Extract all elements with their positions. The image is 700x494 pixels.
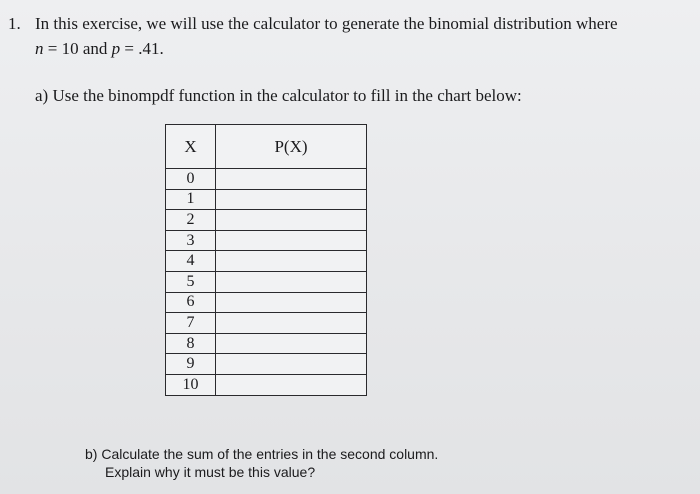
table-row [166, 230, 367, 251]
table-row [166, 210, 367, 231]
x-value-cell: 8 [166, 333, 216, 354]
px-blank-cell[interactable] [216, 230, 367, 251]
x-value-cell: 7 [166, 313, 216, 334]
px-blank-cell[interactable] [216, 271, 367, 292]
px-blank-cell[interactable] [216, 354, 367, 375]
px-blank-cell[interactable] [216, 313, 367, 334]
table-header-row [166, 125, 367, 169]
px-blank-cell[interactable] [216, 169, 367, 190]
x-value-cell: 1 [166, 189, 216, 210]
part-b-line1: b) Calculate the sum of the entries in the second column. [85, 446, 439, 462]
x-value-cell: 6 [166, 292, 216, 313]
x-value-cell: 4 [166, 251, 216, 272]
table-row [166, 251, 367, 272]
table-row [166, 271, 367, 292]
x-value-cell: 2 [166, 210, 216, 231]
table-row [166, 354, 367, 375]
p-value: = .41. [124, 39, 164, 58]
x-value-cell: 5 [166, 271, 216, 292]
px-blank-cell[interactable] [216, 292, 367, 313]
table-row [166, 313, 367, 334]
px-blank-cell[interactable] [216, 374, 367, 395]
p-symbol: p [111, 39, 121, 58]
px-blank-cell[interactable] [216, 251, 367, 272]
table-row [166, 169, 367, 190]
problem-statement-line2 [35, 39, 164, 59]
part-b-line2: Explain why it must be this value? [105, 464, 316, 480]
px-blank-cell[interactable] [216, 333, 367, 354]
table-row [166, 292, 367, 313]
x-value-cell: 3 [166, 230, 216, 251]
n-value: = 10 and [47, 39, 108, 58]
px-blank-cell[interactable] [216, 189, 367, 210]
header-x: X [166, 125, 216, 169]
n-symbol: n [35, 39, 44, 58]
px-blank-cell[interactable] [216, 210, 367, 231]
problem-statement-line1: In this exercise, we will use the calculator to generate the binomial distribution where [35, 14, 618, 33]
x-value-cell: 0 [166, 169, 216, 190]
x-value-cell: 9 [166, 354, 216, 375]
table-row [166, 374, 367, 395]
table-row [166, 333, 367, 354]
table-body [166, 169, 367, 396]
header-px: P(X) [216, 125, 367, 169]
part-a-instruction: a) Use the binompdf function in the calculator to fill in the chart below: [35, 86, 522, 105]
table-row [166, 189, 367, 210]
x-value-cell: 10 [166, 374, 216, 395]
problem-number: 1. [8, 14, 21, 33]
binomial-table [165, 124, 367, 396]
